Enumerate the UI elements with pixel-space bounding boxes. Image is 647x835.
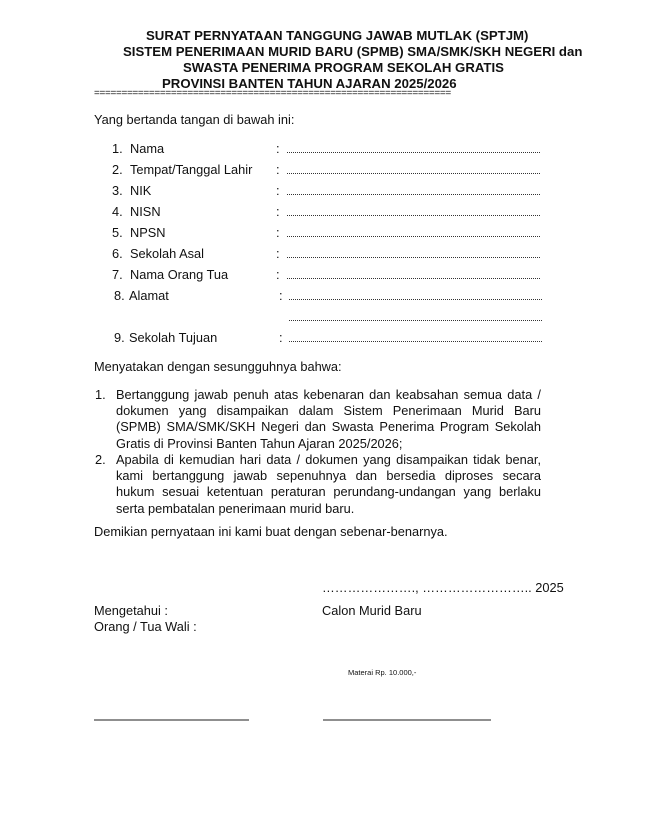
field-number: 2.: [112, 162, 123, 177]
field-colon: :: [279, 330, 283, 345]
statement-number: 1.: [95, 387, 106, 402]
field-blank-nama-orang-tua[interactable]: [287, 278, 540, 279]
field-number: 9.: [114, 330, 125, 345]
student-signature-line[interactable]: [323, 719, 491, 721]
field-label: Tempat/Tanggal Lahir: [130, 162, 253, 177]
field-number: 5.: [112, 225, 123, 240]
field-label: Nama Orang Tua: [130, 267, 229, 282]
field-blank-sekolah-tujuan[interactable]: [289, 341, 542, 342]
document-subtitle-line-3: PROVINSI BANTEN TAHUN AJARAN 2025/2026: [162, 76, 457, 91]
field-label: Sekolah Asal: [130, 246, 204, 261]
field-number: 7.: [112, 267, 123, 282]
field-number: 4.: [112, 204, 123, 219]
field-label: NPSN: [130, 225, 166, 240]
statement-number: 2.: [95, 452, 106, 467]
field-colon: :: [276, 246, 280, 261]
field-blank-nisn[interactable]: [287, 215, 540, 216]
field-colon: :: [276, 141, 280, 156]
field-label: NISN: [130, 204, 161, 219]
field-number: 3.: [112, 183, 123, 198]
field-blank-nik[interactable]: [287, 194, 540, 195]
place-date-line: …………………., …………………….. 2025: [322, 580, 564, 595]
field-number: 1.: [112, 141, 123, 156]
acknowledged-label: Mengetahui :: [94, 603, 168, 618]
field-label: NIK: [130, 183, 152, 198]
field-number: 6.: [112, 246, 123, 261]
field-label: Alamat: [129, 288, 169, 303]
student-candidate-label: Calon Murid Baru: [322, 603, 422, 618]
field-colon: :: [279, 288, 283, 303]
stamp-duty-note: Materai Rp. 10.000,-: [348, 668, 417, 677]
field-number: 8.: [114, 288, 125, 303]
field-colon: :: [276, 267, 280, 282]
field-blank-alamat-line-2[interactable]: [289, 320, 542, 321]
document-subtitle-line-2: SWASTA PENERIMA PROGRAM SEKOLAH GRATIS: [183, 60, 504, 75]
document-subtitle-line-1: SISTEM PENERIMAAN MURID BARU (SPMB) SMA/SMK/SKH NEGERI dan: [123, 44, 583, 59]
field-label: Nama: [130, 141, 165, 156]
field-blank-npsn[interactable]: [287, 236, 540, 237]
field-colon: :: [276, 225, 280, 240]
closing-statement: Demikian pernyataan ini kami buat dengan sebenar-benarnya.: [94, 524, 448, 539]
field-colon: :: [276, 183, 280, 198]
field-blank-ttl[interactable]: [287, 173, 540, 174]
intro-text: Yang bertanda tangan di bawah ini:: [94, 112, 295, 127]
statement-intro: Menyatakan dengan sesungguhnya bahwa:: [94, 359, 342, 374]
parent-signature-line[interactable]: [94, 719, 249, 721]
field-colon: :: [276, 204, 280, 219]
parent-guardian-label: Orang / Tua Wali :: [94, 619, 197, 634]
field-blank-sekolah-asal[interactable]: [287, 257, 540, 258]
document-title: SURAT PERNYATAAN TANGGUNG JAWAB MUTLAK (SPTJM): [146, 28, 529, 43]
field-blank-alamat-line-1[interactable]: [289, 299, 542, 300]
statement-text: Apabila di kemudian hari data / dokumen yang disampaikan tidak benar, kami bertanggung jawab sepenuhnya dan bersedia diproses secara hukum sesuai ketentuan peraturan perundang-undangan yang berlaku serta pembatalan penerimaan murid baru.: [116, 452, 541, 516]
header-separator: =================================================================: [94, 89, 451, 99]
field-label: Sekolah Tujuan: [129, 330, 218, 345]
statement-text: Bertanggung jawab penuh atas kebenaran dan keabsahan semua data / dokumen yang disampaikan dalam Sistem Penerimaan Murid Baru (SPMB) SMA/SMK/SKH Negeri dan Swasta Penerima Program Sekolah Gratis di Provinsi Banten Tahun Ajaran 2025/2026;: [116, 387, 541, 451]
field-blank-nama[interactable]: [287, 152, 540, 153]
field-colon: :: [276, 162, 280, 177]
